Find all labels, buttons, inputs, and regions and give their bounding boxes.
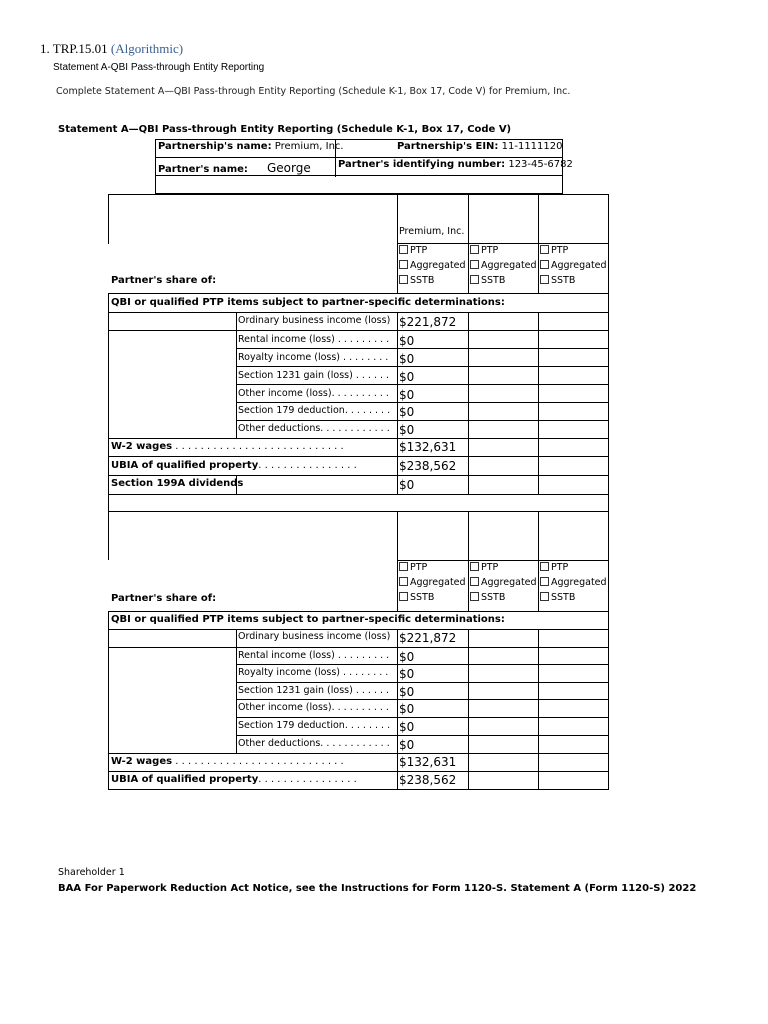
item-label: Royalty income (loss) . . . . . . . .	[238, 667, 389, 678]
item-label: Other income (loss). . . . . . . . . .	[238, 702, 389, 713]
item-label: Other income (loss). . . . . . . . . .	[238, 388, 389, 399]
item-label: Ordinary business income (loss)	[238, 631, 391, 642]
partner-name-value[interactable]: George	[267, 161, 311, 175]
item-label: Royalty income (loss) . . . . . . . .	[238, 352, 389, 363]
baa-notice: BAA For Paperwork Reduction Act Notice, see the Instructions for Form 1120-S. Statement A (Form 1120-S) 2022	[58, 883, 697, 894]
qbi-heading: QBI or qualified PTP items subject to partner-specific determinations:	[111, 297, 505, 308]
w2-wages-value[interactable]: $132,631	[399, 755, 457, 769]
sstb-checkbox-1[interactable]: SSTB	[399, 273, 434, 288]
sstb-checkbox-5[interactable]: SSTB	[470, 590, 505, 605]
qbi-heading: QBI or qualified PTP items subject to partner-specific determinations:	[111, 614, 505, 625]
item-value[interactable]: $221,872	[399, 315, 457, 329]
item-label: Section 179 deduction. . . . . . . .	[238, 720, 391, 731]
item-label: Rental income (loss) . . . . . . . . .	[238, 650, 390, 661]
aggregated-checkbox-6[interactable]: Aggregated	[540, 575, 607, 590]
item-value[interactable]: $0	[399, 702, 415, 716]
ubia-label: UBIA of qualified property. . . . . . . . . . . . . . . .	[111, 460, 357, 471]
item-label: Rental income (loss) . . . . . . . . .	[238, 334, 390, 345]
question-subtitle: Statement A-QBI Pass-through Entity Reporting	[53, 62, 265, 73]
ptp-checkbox-4[interactable]: PTP	[399, 560, 427, 575]
question-number: 1.	[40, 41, 50, 56]
item-value[interactable]: $0	[399, 650, 415, 664]
question-code: TRP.15.01	[52, 41, 108, 56]
partner-id-value: 123-45-6782	[508, 159, 573, 170]
partner-share-label: Partner's share of:	[111, 275, 217, 286]
w2-wages-label: W-2 wages . . . . . . . . . . . . . . . . . . . . . . . . . . .	[111, 756, 344, 767]
statement-title: Statement A—QBI Pass-through Entity Reporting (Schedule K-1, Box 17, Code V)	[58, 124, 512, 135]
item-value[interactable]: $0	[399, 423, 415, 437]
ptp-checkbox-3[interactable]: PTP	[540, 243, 568, 258]
item-value[interactable]: $0	[399, 388, 415, 402]
sstb-checkbox-2[interactable]: SSTB	[470, 273, 505, 288]
aggregated-checkbox-5[interactable]: Aggregated	[470, 575, 537, 590]
item-label: Other deductions. . . . . . . . . . . .	[238, 423, 390, 434]
item-label: Ordinary business income (loss)	[238, 315, 391, 326]
aggregated-checkbox-4[interactable]: Aggregated	[399, 575, 466, 590]
aggregated-checkbox-2[interactable]: Aggregated	[470, 258, 537, 273]
aggregated-checkbox-1[interactable]: Aggregated	[399, 258, 466, 273]
partner-share-label: Partner's share of:	[111, 593, 217, 604]
w2-wages-value[interactable]: $132,631	[399, 440, 457, 454]
ptp-checkbox-5[interactable]: PTP	[470, 560, 498, 575]
aggregated-checkbox-3[interactable]: Aggregated	[540, 258, 607, 273]
sstb-checkbox-6[interactable]: SSTB	[540, 590, 575, 605]
item-value[interactable]: $221,872	[399, 631, 457, 645]
shareholder-label: Shareholder 1	[58, 867, 125, 878]
item-label: Section 1231 gain (loss) . . . . . .	[238, 370, 390, 381]
sstb-checkbox-4[interactable]: SSTB	[399, 590, 434, 605]
ptp-checkbox-2[interactable]: PTP	[470, 243, 498, 258]
partnership-name-label: Partnership's name:	[158, 141, 272, 152]
w2-wages-label: W-2 wages . . . . . . . . . . . . . . . . . . . . . . . . . . .	[111, 441, 344, 452]
algorithmic-tag: (Algorithmic)	[110, 41, 184, 56]
item-value[interactable]: $0	[399, 370, 415, 384]
item-label: Section 1231 gain (loss) . . . . . .	[238, 685, 390, 696]
ubia-value[interactable]: $238,562	[399, 773, 457, 787]
item-label: Other deductions. . . . . . . . . . . .	[238, 738, 390, 749]
sstb-checkbox-3[interactable]: SSTB	[540, 273, 575, 288]
item-value[interactable]: $0	[399, 685, 415, 699]
section-199a-label: Section 199A dividends	[111, 478, 244, 489]
section-199a-value[interactable]: $0	[399, 478, 415, 492]
item-value[interactable]: $0	[399, 738, 415, 752]
partnership-name-value: Premium, Inc.	[274, 141, 344, 152]
ubia-label: UBIA of qualified property. . . . . . . . . . . . . . . .	[111, 774, 357, 785]
entity-name-column-header: Premium, Inc.	[399, 226, 465, 237]
partner-name-label: Partner's name:	[158, 164, 248, 175]
item-label: Section 179 deduction. . . . . . . .	[238, 405, 391, 416]
question-heading	[40, 41, 183, 57]
ein-label: Partnership's EIN:	[397, 141, 499, 152]
item-value[interactable]: $0	[399, 334, 415, 348]
item-value[interactable]: $0	[399, 667, 415, 681]
partner-id-label: Partner's identifying number:	[338, 159, 506, 170]
ubia-value[interactable]: $238,562	[399, 459, 457, 473]
item-value[interactable]: $0	[399, 405, 415, 419]
ptp-checkbox-6[interactable]: PTP	[540, 560, 568, 575]
item-value[interactable]: $0	[399, 720, 415, 734]
ein-value: 11-1111120	[501, 141, 563, 152]
question-instruction: Complete Statement A—QBI Pass-through Entity Reporting (Schedule K-1, Box 17, Code V) for Premium, Inc.	[56, 86, 571, 97]
ptp-checkbox-1[interactable]: PTP	[399, 243, 427, 258]
item-value[interactable]: $0	[399, 352, 415, 366]
